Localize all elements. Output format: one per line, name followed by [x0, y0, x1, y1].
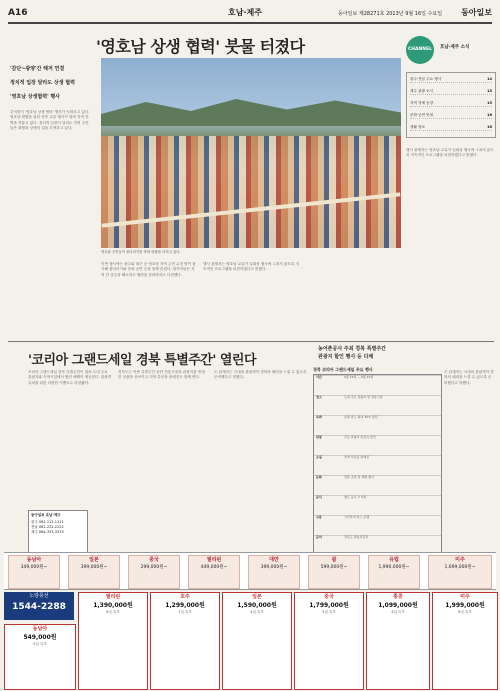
ad-card-title: 필리핀 — [105, 594, 121, 600]
table-cell-value: 시티투어 버스 운행 — [344, 515, 370, 519]
table-cell-key: 장소 — [316, 395, 322, 399]
banner-item[interactable] — [428, 555, 492, 589]
agency-number: 1544-2288 — [12, 602, 66, 612]
table-cell-value: 전통 공연 및 체험 행사 — [344, 475, 374, 479]
ad-card-price: 1,299,000원 — [165, 602, 205, 609]
sidebar-index — [406, 72, 496, 138]
ad-card[interactable] — [294, 592, 364, 690]
second-body-col3: 도 관계자는 국내외 관광객이 경북의 매력을 느낄 수 있도록 준비했다고 말했다. — [214, 370, 307, 380]
sidebar-heading: 호남·제주 소식 — [440, 45, 470, 50]
top-subhead-2: 정치적 입장 달라도 상생 협력 — [10, 80, 75, 86]
ad-card-title: 일본 — [252, 594, 262, 600]
table-cell-key: 쇼핑 — [316, 455, 322, 459]
second-body-col1: 코리아 그랜드세일 경북 특별주간이 열려 도내 주요 관광지와 숙박시설에서 할인 혜택이 제공된다. 관광객 유치를 위한 다양한 이벤트도 마련됐다. — [28, 370, 112, 385]
ad-card-title: 동남아 — [32, 626, 48, 632]
second-headline: '코리아 그랜드세일 경북 특별주간' 열린다 — [28, 353, 257, 368]
sidebar-item-label: 지역 경제 동향 — [410, 101, 434, 105]
sidebar-item-label: 광주·전남 주요 행사 — [410, 77, 442, 81]
table-cell-value: 지역 특산품 판매전 — [344, 455, 370, 459]
table-cell-value: 주요 관광지 입장료 할인 — [344, 435, 376, 439]
table-cell-key: 관광 — [316, 435, 322, 439]
top-headline: '영호남 상생 협력' 붓물 터졌다 — [96, 37, 305, 56]
ad-card-title: 홍콩 — [393, 594, 403, 600]
table-cell-key: 음식 — [316, 495, 322, 499]
top-body-col2: 이번 행사에는 광주와 대구 등 영호남 지역 주민 수천 명이 참가해 줄다리기와 문화 공연 등을 함께 즐겼다. 참가자들은 지역 간 갈등을 해소하고 협력을 강화하자고 다짐했다. — [101, 262, 196, 277]
travel-ad-banner — [4, 552, 496, 590]
table-row — [314, 475, 441, 479]
table-title: 경북 코리아 그랜드세일 주요 행사 — [313, 367, 373, 372]
sidebar-item[interactable] — [410, 113, 492, 119]
agency-name: 노랑풍선 — [29, 593, 49, 599]
ad-card[interactable] — [4, 624, 76, 690]
top-subhead-1: '감단~광양'간 해저 연결 — [10, 66, 65, 72]
table-cell-value: 호텔·콘도 최대 30% 할인 — [344, 415, 378, 419]
table-cell-key: 기간 — [316, 375, 322, 379]
ad-card-price: 1,390,000원 — [93, 602, 133, 609]
ad-card[interactable] — [432, 592, 498, 690]
sidebar-item-page: 16 — [486, 125, 492, 129]
ad-card-note: 4일 특가 — [391, 610, 405, 614]
event-table — [313, 374, 442, 564]
banner-item[interactable] — [68, 555, 120, 589]
table-cell-key: 숙박 — [316, 415, 322, 419]
banner-item[interactable] — [248, 555, 300, 589]
ad-card-title: 미주 — [460, 594, 470, 600]
table-cell-value: 향토 음식 시식회 — [344, 495, 367, 499]
table-cell-value: 도내 주요 관광지 및 전통시장 — [344, 395, 383, 399]
ad-card-note: 5일 특가 — [322, 610, 336, 614]
top-photo — [101, 58, 401, 248]
second-body-col4: 도 관계자는 국내외 관광객이 경북의 매력을 느낄 수 있도록 준비했다고 말했다. — [444, 370, 494, 385]
banner-item-name: 미주 — [455, 557, 465, 563]
second-body-col2: 경북도는 이번 특별주간 동안 전통시장과 관광지를 연계한 상품을 선보이고 지역 특산품 판매전도 함께 연다. — [118, 370, 205, 380]
contact-line: 광주 062-111-1111 — [31, 520, 64, 524]
photo-crowd — [101, 136, 401, 248]
travel-agency-phone[interactable] — [4, 592, 74, 620]
sidebar-item-page: 15 — [486, 89, 492, 93]
banner-item-name: 괌 — [331, 557, 337, 563]
sidebar-item[interactable] — [410, 101, 492, 107]
banner-item-name: 일본 — [89, 557, 99, 563]
second-subhead-1: 농어촌공사 주최 경북 특별주간 — [318, 346, 387, 352]
banner-item-price: 1,699,000원~ — [444, 565, 476, 570]
sidebar-item-page: 15 — [486, 101, 492, 105]
banner-item[interactable] — [308, 555, 360, 589]
banner-item[interactable] — [188, 555, 240, 589]
table-row — [314, 375, 441, 379]
photo-caption: 영호남 주민들이 줄다리기를 하며 화합을 다지고 있다. — [101, 250, 181, 254]
ad-card-note: 7일 특가 — [178, 610, 192, 614]
banner-item-price: 299,000원~ — [140, 565, 168, 570]
banner-item[interactable] — [8, 555, 60, 589]
sidebar-item-label: 문화·공연 안내 — [410, 113, 434, 117]
banner-item-price: 349,000원~ — [20, 565, 48, 570]
banner-item-price: 1,990,000원~ — [378, 565, 410, 570]
sidebar-item-page: 14 — [486, 77, 492, 81]
ad-card-price: 549,000원 — [23, 634, 57, 641]
sidebar-item-page: 16 — [486, 113, 492, 117]
banner-item-price: 399,000원~ — [260, 565, 288, 570]
banner-item-price: 599,000원~ — [320, 565, 348, 570]
banner-item-name: 동남아 — [26, 557, 42, 563]
ad-card-note: 6일 특가 — [106, 610, 120, 614]
section-divider — [8, 341, 494, 342]
table-row — [314, 535, 441, 539]
masthead: 동아일보 — [461, 8, 492, 17]
table-cell-value: 경북도 관광진흥과 — [344, 535, 369, 539]
photo-mountains — [101, 96, 401, 126]
banner-item-price: 449,000원~ — [200, 565, 228, 570]
contact-title: 동아일보 호남·제주 — [31, 513, 61, 517]
top-body-col1: 추석맞이 '영호남 상생 협력' 행사가 잇따르고 있다. 영호남 화합을 위한 각종 교류 행사가 열려 지역 간 벽을 허물고 있다. 정치적 입장이 달라도 지역 주민들은 화합과 상생의 길을 모색하고 있다. — [10, 110, 90, 131]
table-cell-key: 문화 — [316, 475, 322, 479]
page-header — [8, 6, 492, 24]
ad-card[interactable] — [222, 592, 292, 690]
top-body-col3: 행사 관계자는 영호남 교류가 일회성 행사에 그치지 않도록 지속적인 프로그램을 마련하겠다고 밝혔다. — [203, 262, 299, 272]
channel-logo: CHANNEL — [406, 36, 434, 64]
sidebar-item-label: 제주 관광 소식 — [410, 89, 434, 93]
table-row — [314, 455, 441, 459]
banner-item-name: 중국 — [149, 557, 159, 563]
ad-card-note: 5일 특가 — [33, 642, 47, 646]
banner-item-price: 399,000원~ — [80, 565, 108, 570]
banner-item-name: 유럽 — [389, 557, 399, 563]
table-row — [314, 515, 441, 519]
table-cell-key: 교통 — [316, 515, 322, 519]
banner-item-name: 필리핀 — [206, 557, 222, 563]
page-number: A16 — [8, 8, 28, 18]
side-body-text: 행사 관계자는 영호남 교류가 일회성 행사에 그치지 않도록 지속적인 프로그램을 마련하겠다고 밝혔다. — [406, 148, 494, 158]
sidebar-item-label: 생활 정보 — [410, 125, 426, 129]
contact-line: 제주 064-333-3333 — [31, 530, 64, 534]
table-row — [314, 415, 441, 419]
sidebar-item[interactable] — [410, 89, 492, 95]
issue-date: 동아일보 제28271호 2013년 9월 16일 수요일 — [338, 11, 443, 17]
banner-item[interactable] — [128, 555, 180, 589]
ad-card[interactable] — [150, 592, 220, 690]
ad-card[interactable] — [366, 592, 430, 690]
sidebar-item[interactable] — [410, 77, 492, 83]
banner-item-name: 대만 — [269, 557, 279, 563]
banner-item[interactable] — [368, 555, 420, 589]
section-name: 호남·제주 — [228, 8, 262, 17]
ad-card-price: 1,999,000원 — [445, 602, 485, 609]
table-cell-value: 9월 16일 ~ 9월 22일 — [344, 375, 374, 379]
sidebar-item[interactable] — [410, 125, 492, 131]
ad-card-note: 8일 특가 — [458, 610, 472, 614]
table-row — [314, 395, 441, 399]
ad-card[interactable] — [78, 592, 148, 690]
ad-card-price: 1,099,000원 — [378, 602, 418, 609]
contact-box — [28, 510, 88, 554]
top-subhead-3: '영호남 상생협력' 행사 — [10, 94, 61, 100]
ad-card-price: 1,799,000원 — [309, 602, 349, 609]
ad-card-title: 호주 — [180, 594, 190, 600]
ad-card-title: 중국 — [324, 594, 334, 600]
table-row — [314, 495, 441, 499]
second-subhead-2: 관광지 할인 행사 등 다채 — [318, 354, 374, 360]
ad-card-price: 1,590,000원 — [237, 602, 277, 609]
table-cell-key: 문의 — [316, 535, 322, 539]
ad-card-note: 4일 특가 — [250, 610, 264, 614]
contact-line: 전남 061-222-2222 — [31, 525, 64, 529]
table-row — [314, 435, 441, 439]
